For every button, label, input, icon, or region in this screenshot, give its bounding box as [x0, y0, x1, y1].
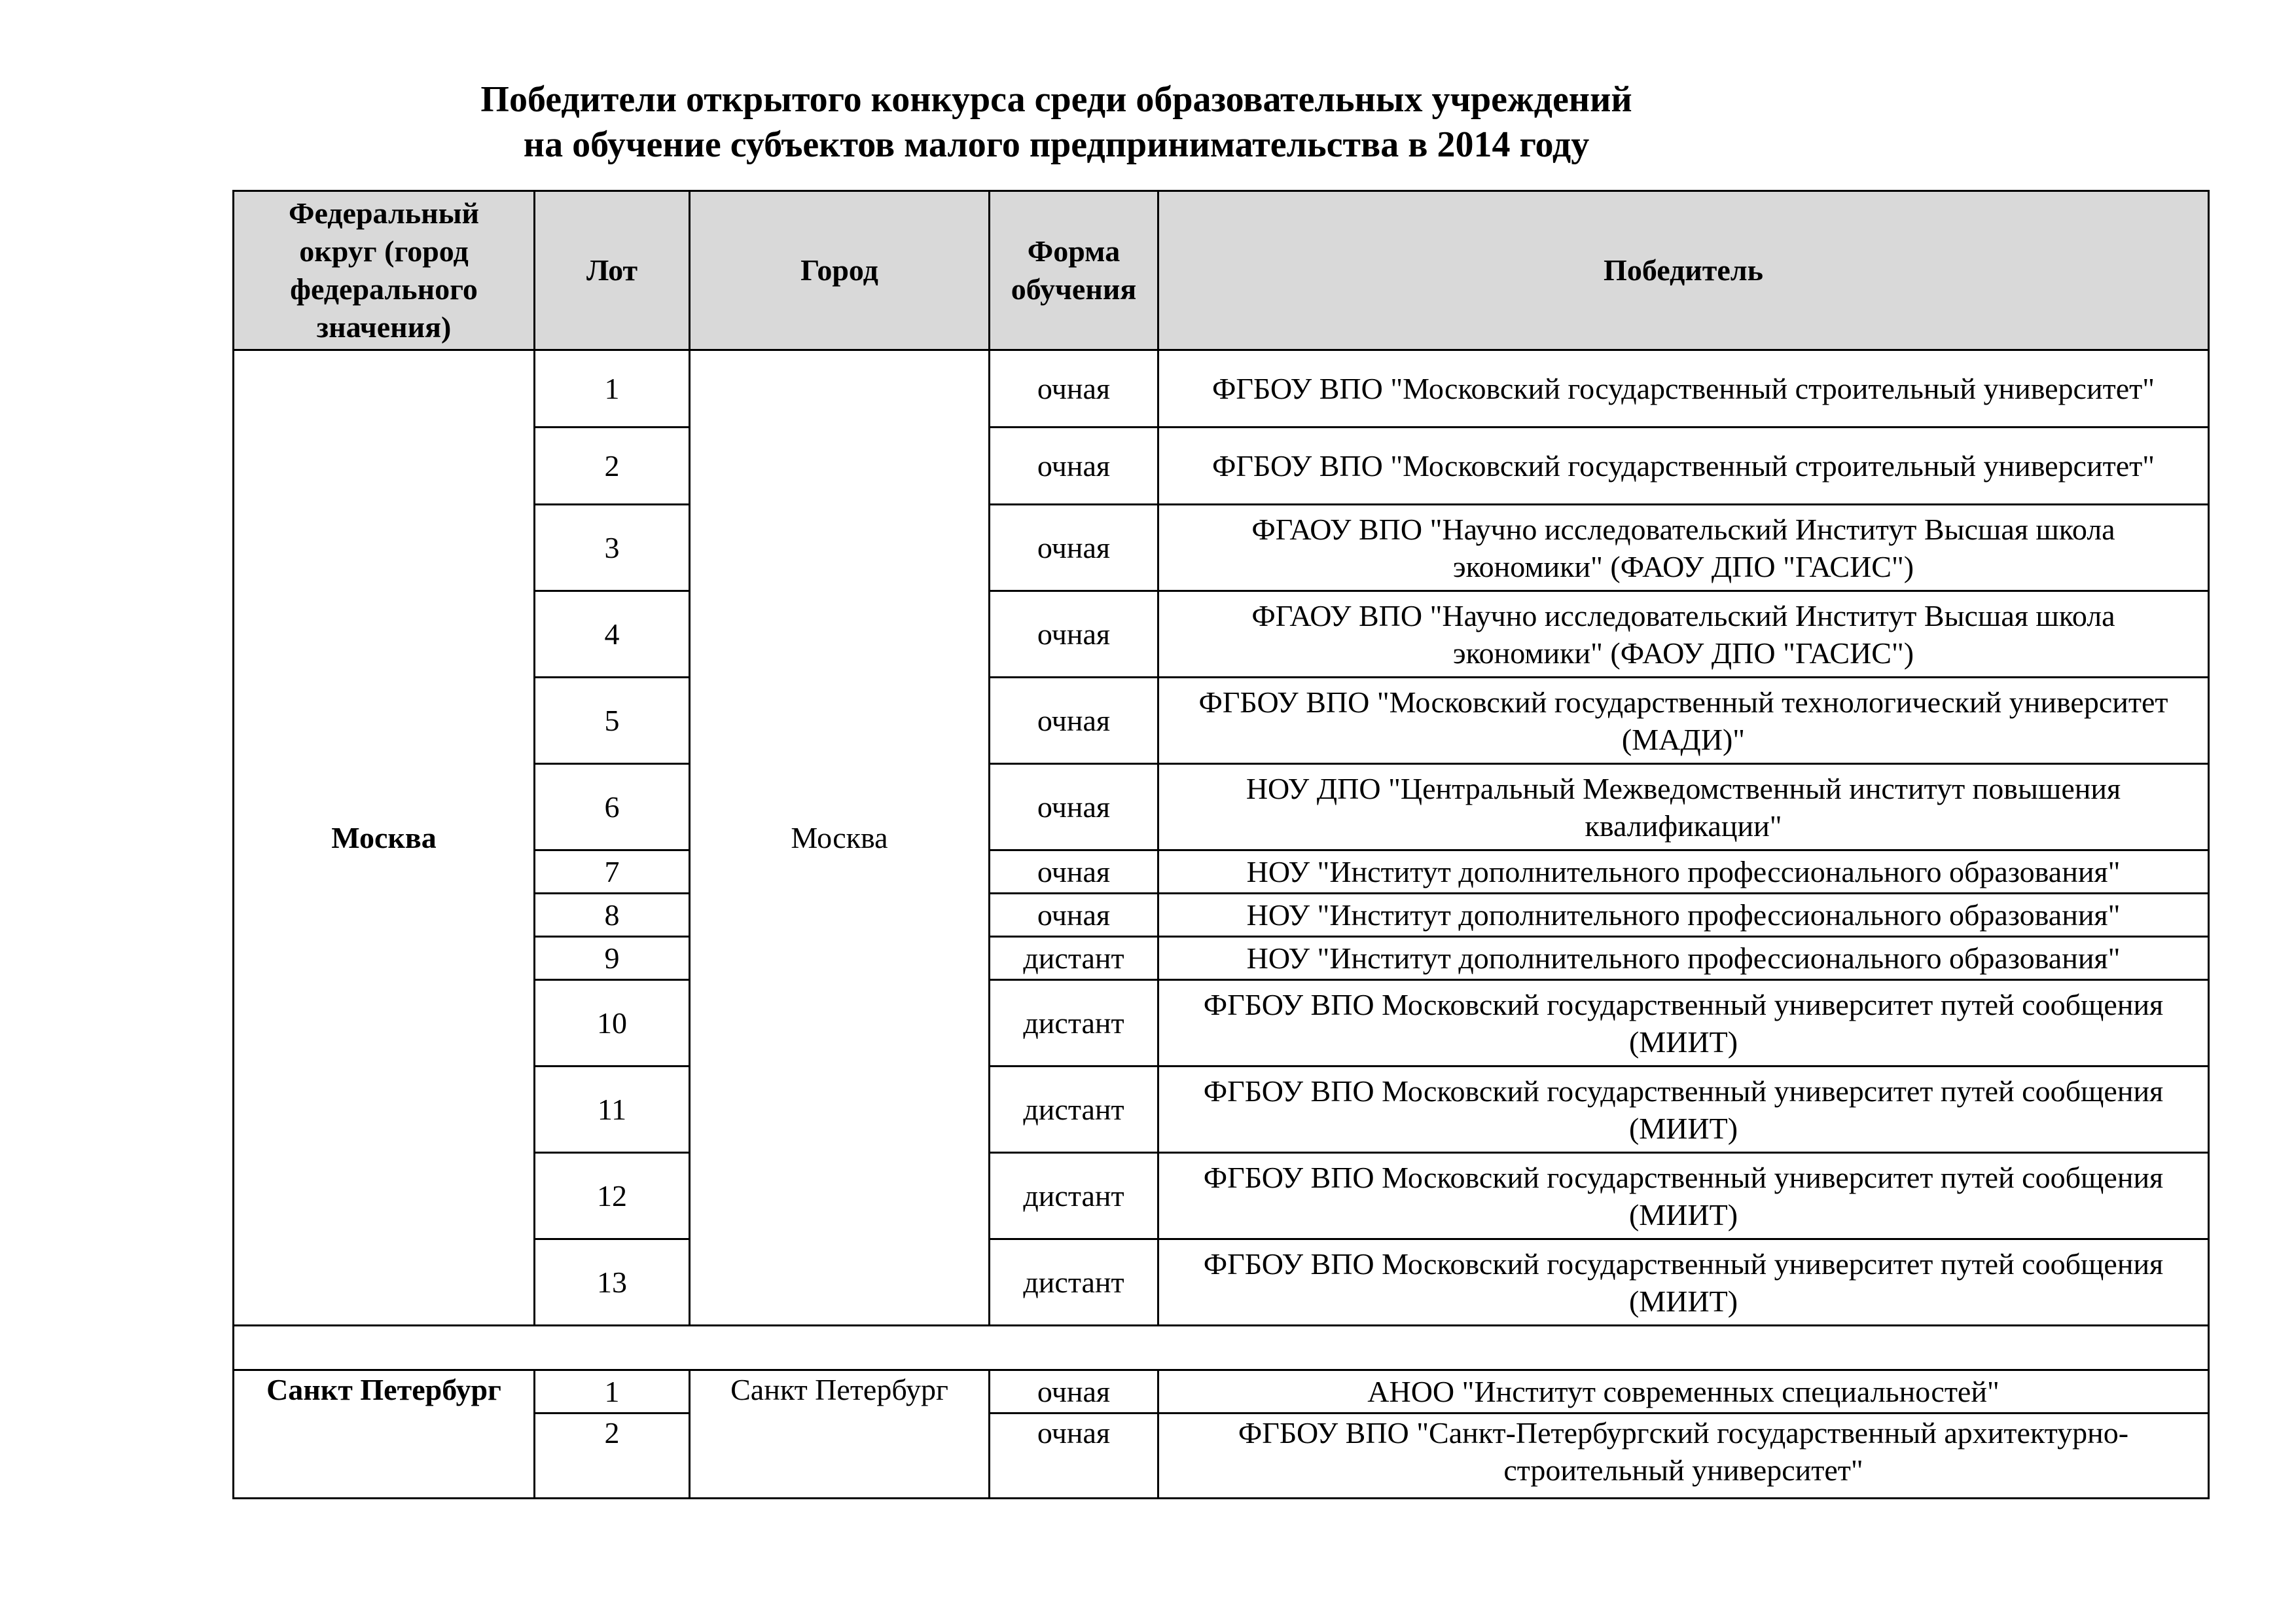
winner-cell: ФГАОУ ВПО "Научно исследовательский Институт Высшая школа экономики" (ФАОУ ДПО "ГАСИС") [1158, 505, 2209, 591]
form-cell: очная [990, 350, 1158, 428]
winner-cell: ФГБОУ ВПО "Московский государственный строительный университет" [1158, 350, 2209, 428]
lot-cell: 12 [535, 1153, 690, 1239]
lot-cell: 2 [535, 1413, 690, 1499]
lot-cell: 8 [535, 894, 690, 937]
lot-cell: 6 [535, 764, 690, 850]
lot-cell: 11 [535, 1067, 690, 1153]
lot-cell: 2 [535, 428, 690, 505]
page-title [232, 77, 1880, 168]
winner-cell: НОУ "Институт дополнительного профессионального образования" [1158, 937, 2209, 980]
form-cell: очная [990, 764, 1158, 850]
lot-cell: 5 [535, 678, 690, 764]
district-cell: Санкт Петербург [234, 1370, 535, 1499]
spacer-row [234, 1326, 2209, 1370]
title-line-2: на обучение субъектов малого предпринимательства в 2014 году [523, 124, 1590, 165]
winner-cell: НОУ "Институт дополнительного профессионального образования" [1158, 894, 2209, 937]
header-form: Форма обучения [990, 191, 1158, 350]
winner-cell: НОУ ДПО "Центральный Межведомственный институт повышения квалификации" [1158, 764, 2209, 850]
district-cell: Москва [234, 350, 535, 1326]
winners-table [232, 190, 2210, 1499]
header-winner: Победитель [1158, 191, 2209, 350]
winner-cell: ФГБОУ ВПО "Московский государственный строительный университет" [1158, 428, 2209, 505]
city-cell: Санкт Петербург [690, 1370, 990, 1499]
title-line-1: Победители открытого конкурса среди образовательных учреждений [480, 79, 1632, 120]
lot-cell: 1 [535, 1370, 690, 1413]
header-row [234, 191, 2209, 350]
form-cell: очная [990, 505, 1158, 591]
winner-cell: АНОО "Институт современных специальностей" [1158, 1370, 2209, 1413]
header-district: Федеральный округ (город федерального значения) [234, 191, 535, 350]
winner-cell: ФГБОУ ВПО Московский государственный университет путей сообщения (МИИТ) [1158, 980, 2209, 1067]
table-row [234, 1370, 2209, 1413]
form-cell: дистант [990, 980, 1158, 1067]
winner-cell: НОУ "Институт дополнительного профессионального образования" [1158, 850, 2209, 894]
header-city: Город [690, 191, 990, 350]
lot-cell: 1 [535, 350, 690, 428]
lot-cell: 13 [535, 1239, 690, 1326]
winner-cell: ФГАОУ ВПО "Научно исследовательский Институт Высшая школа экономики" (ФАОУ ДПО "ГАСИС") [1158, 591, 2209, 678]
empty-cell [234, 1326, 2209, 1370]
form-cell: дистант [990, 937, 1158, 980]
winner-cell: ФГБОУ ВПО Московский государственный университет путей сообщения (МИИТ) [1158, 1239, 2209, 1326]
winner-cell: ФГБОУ ВПО "Московский государственный технологический университет (МАДИ)" [1158, 678, 2209, 764]
lot-cell: 7 [535, 850, 690, 894]
lot-cell: 3 [535, 505, 690, 591]
lot-cell: 10 [535, 980, 690, 1067]
table-row [234, 350, 2209, 428]
form-cell: очная [990, 678, 1158, 764]
form-cell: очная [990, 1370, 1158, 1413]
form-cell: очная [990, 591, 1158, 678]
form-cell: дистант [990, 1153, 1158, 1239]
form-cell: дистант [990, 1067, 1158, 1153]
form-cell: очная [990, 850, 1158, 894]
form-cell: дистант [990, 1239, 1158, 1326]
city-cell: Москва [690, 350, 990, 1326]
winner-cell: ФГБОУ ВПО Московский государственный университет путей сообщения (МИИТ) [1158, 1067, 2209, 1153]
winner-cell: ФГБОУ ВПО "Санкт-Петербургский государственный архитектурно-строительный университет" [1158, 1413, 2209, 1499]
form-cell: очная [990, 428, 1158, 505]
form-cell: очная [990, 894, 1158, 937]
lot-cell: 9 [535, 937, 690, 980]
form-cell: очная [990, 1413, 1158, 1499]
header-lot: Лот [535, 191, 690, 350]
lot-cell: 4 [535, 591, 690, 678]
winner-cell: ФГБОУ ВПО Московский государственный университет путей сообщения (МИИТ) [1158, 1153, 2209, 1239]
